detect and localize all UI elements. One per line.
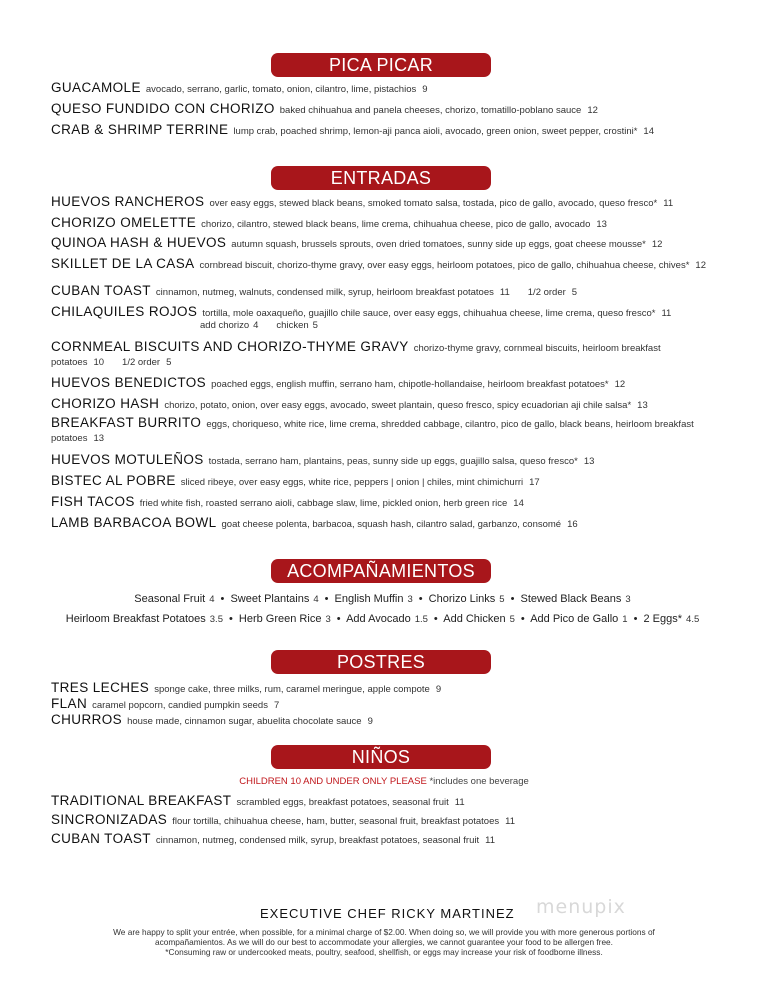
item-name: LAMB BARBACOA BOWL (51, 515, 217, 530)
side-name: Seasonal Fruit (134, 593, 206, 605)
addon-price: 4 (253, 320, 259, 331)
menu-item-huevos-benedictos (51, 375, 716, 392)
kids-beverage-note: *includes one beverage (429, 776, 529, 787)
footer-line: We are happy to split your entrée, when possible, for a minimal charge of $2.00. When doing so, we will provide you with more generous portions of (113, 927, 655, 937)
item-price: 13 (583, 456, 595, 467)
menu-item-kids-cuban-toast (51, 831, 716, 848)
item-name: HUEVOS BENEDICTOS (51, 375, 207, 390)
side-price: 3.5 (209, 614, 223, 625)
item-price: 13 (637, 400, 648, 411)
item-desc: goat cheese polenta, barbacoa, squash hash, cilantro salad, garbanzo, consomé (221, 519, 562, 530)
item-desc: flour tortilla, chihuahua cheese, ham, butter, seasonal fruit, breakfast potatoes (172, 816, 500, 827)
item-desc: house made, cinnamon sugar, abuelita chocolate sauce (127, 716, 362, 727)
item-price: 14 (513, 498, 524, 509)
addon-label: add chorizo (200, 320, 250, 331)
side-name: Add Chicken (443, 613, 506, 625)
item-desc: avocado, serrano, garlic, tomato, onion, cilantro, lime, pistachios (145, 84, 417, 95)
item-name: QUINOA HASH & HUEVOS (51, 235, 227, 250)
menu-item-cuban-toast (51, 283, 716, 300)
menu-item-cornmeal-biscuits (51, 340, 716, 369)
item-name: BISTEC AL POBRE (51, 473, 176, 488)
menu-item-chilaquiles-rojos (51, 304, 716, 321)
section-banner-pica-picar: PICA PICAR (271, 53, 491, 77)
item-desc: cornbread biscuit, chorizo-thyme gravy, over easy eggs, heirloom potatoes, pico de gallo, chihuahua cheese, chives* (199, 260, 690, 271)
side-name: 2 Eggs* (643, 613, 683, 625)
item-desc: chorizo, potato, onion, over easy eggs, avocado, sweet plantain, queso fresco, spicy ecuadorian aji chile salsa* (164, 400, 632, 411)
side-price: 3 (625, 594, 631, 605)
separator-dot: • (418, 593, 423, 605)
item-price: 11 (663, 198, 674, 209)
item-price: 16 (567, 519, 578, 530)
item-desc: poached eggs, english muffin, serrano ham, chipotle-hollandaise, heirloom breakfast potatoes* (211, 379, 609, 390)
kids-age-notice: CHILDREN 10 AND UNDER ONLY PLEASE (239, 776, 427, 787)
side-name: Add Pico de Gallo (530, 613, 619, 625)
menu-item-quinoa-hash (51, 235, 716, 252)
item-desc: over easy eggs, stewed black beans, smoked tomato salsa, tostada, pico de gallo, avocado, queso fresco* (209, 198, 658, 209)
item-name: CRAB & SHRIMP TERRINE (51, 122, 229, 137)
item-desc: tortilla, mole oaxaqueño, guajillo chile sauce, over easy eggs, chihuahua cheese, lime crema, queso fresco* (202, 308, 656, 319)
separator-dot: • (228, 613, 233, 625)
addon-label: chicken (276, 320, 309, 331)
footer-notice (50, 927, 718, 957)
item-price: 13 (93, 432, 105, 444)
item-name: CHORIZO OMELETTE (51, 215, 197, 230)
item-price: 11 (485, 835, 495, 846)
menu-item-guacamole (51, 80, 716, 97)
item-desc: chorizo, cilantro, stewed black beans, lime crema, chihuahua cheese, pico de gallo, avocado (201, 219, 591, 230)
item-name: CUBAN TOAST (51, 831, 151, 846)
item-desc: lump crab, poached shrimp, lemon-aji panca aioli, avocado, green onion, sweet pepper, crostini* (233, 126, 638, 137)
separator-dot: • (220, 593, 225, 605)
section-banner-acompanamientos: ACOMPAÑAMIENTOS (271, 559, 491, 583)
item-name: FISH TACOS (51, 494, 135, 509)
item-name: FLAN (51, 696, 88, 711)
item-price: 12 (651, 239, 663, 250)
item-desc: eggs, choriqueso, white rice, lime crema, shredded cabbage, cilantro, pico de gallo, black beans, heirloom breakfast potatoes (51, 419, 694, 444)
side-price: 1.5 (414, 614, 428, 625)
item-name: TRADITIONAL BREAKFAST (51, 793, 232, 808)
item-desc: sliced ribeye, over easy eggs, white rice, peppers | onion | chiles, mint chimichurri (180, 477, 524, 488)
menu-item-huevos-rancheros (51, 194, 716, 211)
item-price: 12 (587, 105, 598, 116)
chilaquiles-addons (200, 320, 322, 331)
item-desc: autumn squash, brussels sprouts, oven dried tomatoes, sunny side up eggs, goat cheese mousse* (231, 239, 646, 250)
item-desc: baked chihuahua and panela cheeses, chorizo, tomatillo-poblano sauce (279, 105, 582, 116)
item-name: TRES LECHES (51, 680, 150, 695)
sides-line-2 (0, 613, 768, 625)
menu-item-crab-shrimp-terrine (51, 122, 716, 139)
item-desc: scrambled eggs, breakfast potatoes, seasonal fruit (236, 797, 449, 808)
item-name: CHORIZO HASH (51, 396, 160, 411)
side-name: Heirloom Breakfast Potatoes (65, 613, 206, 625)
side-price: 1 (622, 614, 628, 625)
separator-dot: • (433, 613, 438, 625)
item-price: 9 (367, 716, 373, 727)
section-banner-postres: POSTRES (271, 650, 491, 674)
item-price: 10 (93, 356, 105, 368)
item-desc: tostada, serrano ham, plantains, peas, sunny side up eggs, guajillo salsa, queso fresco* (208, 456, 578, 467)
sides-line-1 (0, 593, 768, 605)
item-name: SKILLET DE LA CASA (51, 256, 195, 271)
section-banner-entradas: ENTRADAS (271, 166, 491, 190)
item-name: CHURROS (51, 712, 123, 727)
item-desc: cinnamon, nutmeg, condensed milk, syrup, breakfast potatoes, seasonal fruit (155, 835, 480, 846)
item-price: 12 (614, 379, 626, 390)
item-desc: sponge cake, three milks, rum, caramel meringue, apple compote (154, 684, 430, 695)
item-name: HUEVOS MOTULEÑOS (51, 452, 204, 467)
item-price: 17 (529, 477, 540, 488)
menu-item-tres-leches (51, 680, 716, 697)
item-name: CHILAQUILES ROJOS (51, 304, 198, 319)
half-order-price: 5 (166, 356, 172, 368)
side-price: 4 (313, 594, 319, 605)
item-name: HUEVOS RANCHEROS (51, 194, 205, 209)
item-price: 11 (661, 308, 672, 319)
executive-chef: EXECUTIVE CHEF RICKY MARTINEZ (260, 906, 515, 921)
side-price: 4 (209, 594, 215, 605)
item-name: QUESO FUNDIDO CON CHORIZO (51, 101, 275, 116)
menu-item-chorizo-hash (51, 396, 716, 413)
side-name: English Muffin (334, 593, 404, 605)
menu-item-skillet-de-la-casa (51, 256, 716, 273)
side-price: 5 (499, 594, 505, 605)
menu-item-lamb-barbacoa-bowl (51, 515, 716, 532)
item-desc: fried white fish, roasted serrano aioli, cabbage slaw, lime, pickled onion, herb green rice (139, 498, 508, 509)
item-price: 14 (643, 126, 654, 137)
item-name: BREAKFAST BURRITO (51, 415, 202, 430)
menu-item-queso-fundido (51, 101, 716, 118)
item-name: GUACAMOLE (51, 80, 141, 95)
side-name: Herb Green Rice (238, 613, 322, 625)
half-order-price: 5 (571, 287, 578, 298)
item-price: 11 (505, 816, 515, 827)
half-order-label: 1/2 order (527, 287, 566, 298)
item-price: 9 (435, 684, 442, 695)
side-name: Chorizo Links (428, 593, 496, 605)
side-name: Stewed Black Beans (520, 593, 622, 605)
item-price: 7 (273, 700, 280, 711)
item-price: 9 (422, 84, 428, 95)
menu-item-traditional-breakfast (51, 793, 716, 810)
side-price: 5 (509, 614, 515, 625)
addon-price: 5 (312, 320, 318, 331)
menu-item-breakfast-burrito (51, 416, 716, 445)
footer-line: acompañamientos. As we will do our best to accommodate your allergies, we cannot guarantee your food to be allergen free. (155, 937, 613, 947)
item-name: CUBAN TOAST (51, 283, 151, 298)
item-price: 13 (596, 219, 607, 230)
side-price: 3 (325, 614, 331, 625)
separator-dot: • (633, 613, 638, 625)
menu-item-bistec-al-pobre (51, 473, 716, 490)
item-name: CORNMEAL BISCUITS AND CHORIZO-THYME GRAVY (51, 339, 409, 354)
separator-dot: • (520, 613, 525, 625)
item-price: 12 (695, 260, 706, 271)
section-banner-ninos: NIÑOS (271, 745, 491, 769)
menu-item-churros (51, 712, 716, 729)
menu-item-chorizo-omelette (51, 215, 716, 232)
side-name: Sweet Plantains (230, 593, 310, 605)
watermark: menupix (536, 896, 626, 918)
item-price: 11 (499, 287, 510, 298)
separator-dot: • (510, 593, 515, 605)
menu-item-fish-tacos (51, 494, 716, 511)
menu-item-huevos-motulenos (51, 452, 716, 469)
item-desc: chorizo-thyme gravy, cornmeal biscuits, heirloom breakfast potatoes (51, 343, 661, 368)
side-name: Add Avocado (346, 613, 411, 625)
footer-line: *Consuming raw or undercooked meats, poultry, seafood, shellfish, or eggs may increase your risk of foodborne illness. (165, 947, 603, 957)
item-desc: cinnamon, nutmeg, walnuts, condensed milk, syrup, heirloom breakfast potatoes (155, 287, 494, 298)
item-price: 11 (454, 797, 465, 808)
side-price: 3 (407, 594, 413, 605)
separator-dot: • (324, 593, 329, 605)
side-price: 4.5 (686, 614, 700, 625)
half-order-label: 1/2 order (122, 356, 161, 368)
menu-item-sincronizadas (51, 812, 716, 829)
kids-note (0, 776, 768, 787)
item-name: SINCRONIZADAS (51, 812, 168, 827)
item-desc: caramel popcorn, candied pumpkin seeds (92, 700, 268, 711)
separator-dot: • (336, 613, 341, 625)
menu-item-flan (51, 696, 716, 713)
